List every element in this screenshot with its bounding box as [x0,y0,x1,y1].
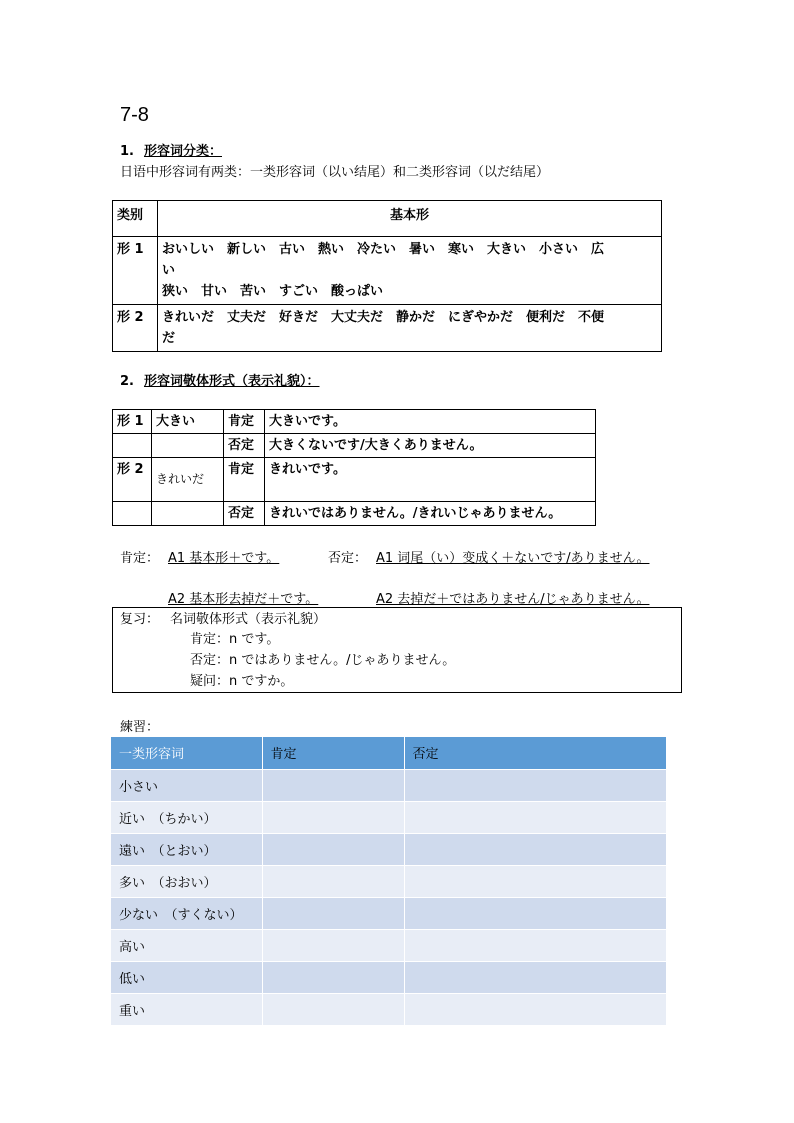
practice-negative-answer[interactable] [404,865,667,897]
positive-rule-a2: A2 基本形去掉だ＋です。 [168,592,319,607]
positive-label: 肯定： [120,551,160,566]
practice-label: 練習： [120,720,160,735]
practice-negative-answer[interactable] [404,769,667,801]
practice-positive-answer[interactable] [262,833,404,865]
table2-cell: きれいだ [152,458,224,502]
practice-positive-answer[interactable] [262,865,404,897]
practice-word: 低い [111,961,262,993]
table2-cell: 肯定 [224,458,265,502]
practice-row [111,929,667,961]
table1-line: 狭い 甘い 苦い すごい 酸っぱい [162,284,384,299]
table2-cell: きれいではありません。/きれいじゃありません。 [265,502,596,526]
practice-positive-answer[interactable] [262,961,404,993]
practice-negative-answer[interactable] [404,929,667,961]
section2-number: 2. [120,374,134,389]
practice-word: 重い [111,993,262,1025]
practice-positive-answer[interactable] [262,929,404,961]
table2-cell: 大きいです。 [265,410,596,434]
practice-negative-answer[interactable] [404,801,667,833]
practice-word: 小さい [111,769,262,801]
practice-table [111,737,667,1026]
table2-cell: 形 1 [113,410,152,434]
practice-word: 近い （ちかい） [111,801,262,833]
table1-row-label: 形 2 [113,305,158,352]
adjective-category-table [112,200,662,352]
practice-negative-answer[interactable] [404,833,667,865]
table1-line: おいしい 新しい 古い 熱い 冷たい 暑い 寒い 大きい 小さい 広 [162,242,605,257]
table2-cell: きれいです。 [265,458,596,502]
table1-line: だ [162,331,176,346]
table2-cell [113,502,152,526]
practice-row [111,769,667,801]
table2-cell [152,434,224,458]
negative-rule-a2: A2 去掉だ＋ではありません/じゃありません。 [376,592,650,607]
practice-header-negative: 否定 [404,737,667,769]
table2-cell [152,502,224,526]
practice-row [111,865,667,897]
review-line: 肯定：n です。 [190,632,280,647]
practice-word: 遠い （とおい） [111,833,262,865]
table1-line: い [162,263,176,278]
table1-row-label: 形 1 [113,237,158,305]
practice-negative-answer[interactable] [404,897,667,929]
practice-word: 少ない （すくない） [111,897,262,929]
table1-header-basic-form: 基本形 [158,201,662,237]
table1-row-cell [158,305,662,352]
practice-positive-answer[interactable] [262,993,404,1025]
practice-row [111,961,667,993]
table1-row-cell [158,237,662,305]
page-title: 7-8 [120,104,149,126]
section1-heading [120,140,222,159]
review-line: 疑问：n ですか。 [190,674,294,689]
table2-cell: 形 2 [113,458,152,502]
section1-intro: 日语中形容词有两类：一类形容词（以い结尾）和二类形容词（以だ结尾） [120,165,550,180]
practice-negative-answer[interactable] [404,993,667,1025]
practice-row [111,993,667,1025]
table2-cell: 否定 [224,502,265,526]
practice-header-positive: 肯定 [262,737,404,769]
practice-word: 多い （おおい） [111,865,262,897]
practice-positive-answer[interactable] [262,801,404,833]
practice-positive-answer[interactable] [262,769,404,801]
table2-cell: 大きい [152,410,224,434]
negative-label: 否定： [328,551,368,566]
review-line: 否定：n ではありません。/じゃありません。 [190,653,456,668]
practice-row [111,833,667,865]
table2-cell [113,434,152,458]
practice-row [111,897,667,929]
practice-word: 高い [111,929,262,961]
table1-line: きれいだ 丈夫だ 好きだ 大丈夫だ 静かだ にぎやかだ 便利だ 不便 [162,310,605,325]
practice-header-adjective: 一类形容词 [111,737,262,769]
section2-heading-text: 形容词敬体形式（表示礼貌）： [143,374,320,389]
practice-positive-answer[interactable] [262,897,404,929]
section1-number: 1. [120,144,134,159]
table2-cell: 否定 [224,434,265,458]
section2-heading [120,370,320,389]
practice-row [111,801,667,833]
negative-rule-a1: A1 词尾（い）变成く＋ないです/ありません。 [376,551,650,566]
table1-header-category: 类别 [113,201,158,237]
practice-negative-answer[interactable] [404,961,667,993]
review-label: 复习： [120,612,160,627]
polite-form-table [112,409,596,526]
section1-heading-text: 形容词分类： [143,144,222,159]
positive-rule-a1: A1 基本形＋です。 [168,551,280,566]
table2-cell: 大きくないです/大きくありません。 [265,434,596,458]
table2-cell: 肯定 [224,410,265,434]
review-heading: 名词敬体形式（表示礼貌） [170,612,327,627]
review-box [112,607,682,693]
